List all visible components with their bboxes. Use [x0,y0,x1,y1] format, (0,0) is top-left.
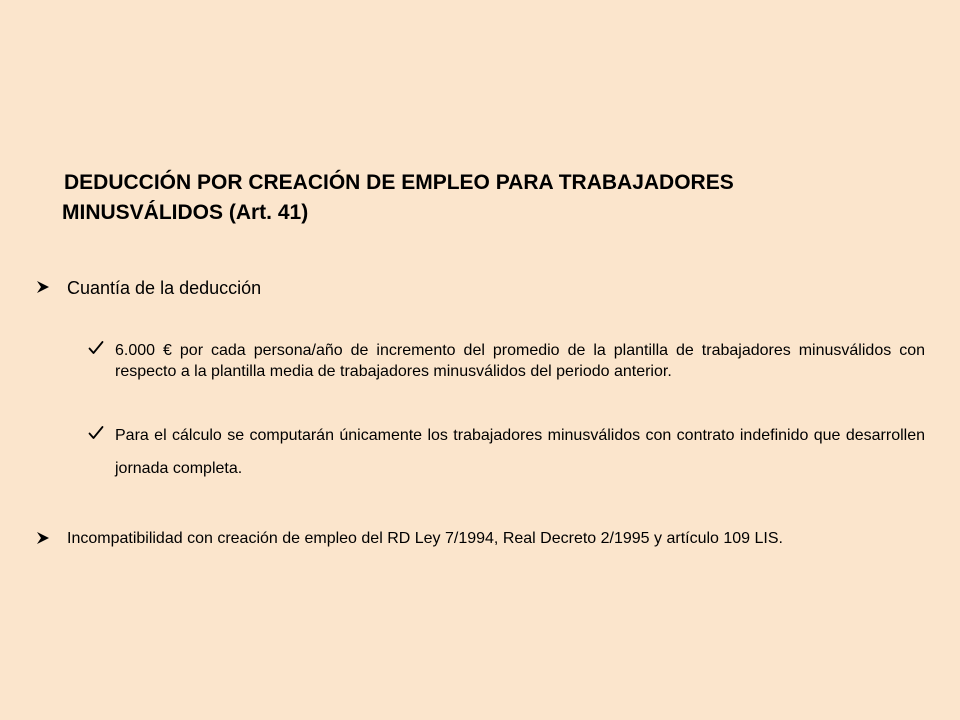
check-bullet-icon [88,425,104,441]
slide-title [62,168,902,228]
bullet-incompatibilidad-text: Incompatibilidad con creación de empleo del RD Ley 7/1994, Real Decreto 2/1995 y artículo 109 LIS. [67,530,783,547]
arrow-bullet-icon [36,531,50,545]
sub-bullet-deduction-amount-text: 6.000 € por cada persona/año de incremento del promedio de la plantilla de trabajadores minusválidos con respecto a la plantilla media de trabajadores minusválidos del periodo anterior. [115,342,925,380]
sub-bullet-calculation-text: Para el cálculo se computarán únicamente los trabajadores minusválidos con contrato indefinido que desarrollen jornada completa. [115,427,925,477]
arrow-bullet-icon [36,280,50,294]
slide-title-line-1: DEDUCCIÓN POR CREACIÓN DE EMPLEO PARA TRABAJADORES [64,171,734,194]
slide-title-line-2: MINUSVÁLIDOS (Art. 41) [62,201,309,224]
bullet-cuantia-text: Cuantía de la deducción [67,278,262,298]
check-bullet-icon [88,340,104,356]
